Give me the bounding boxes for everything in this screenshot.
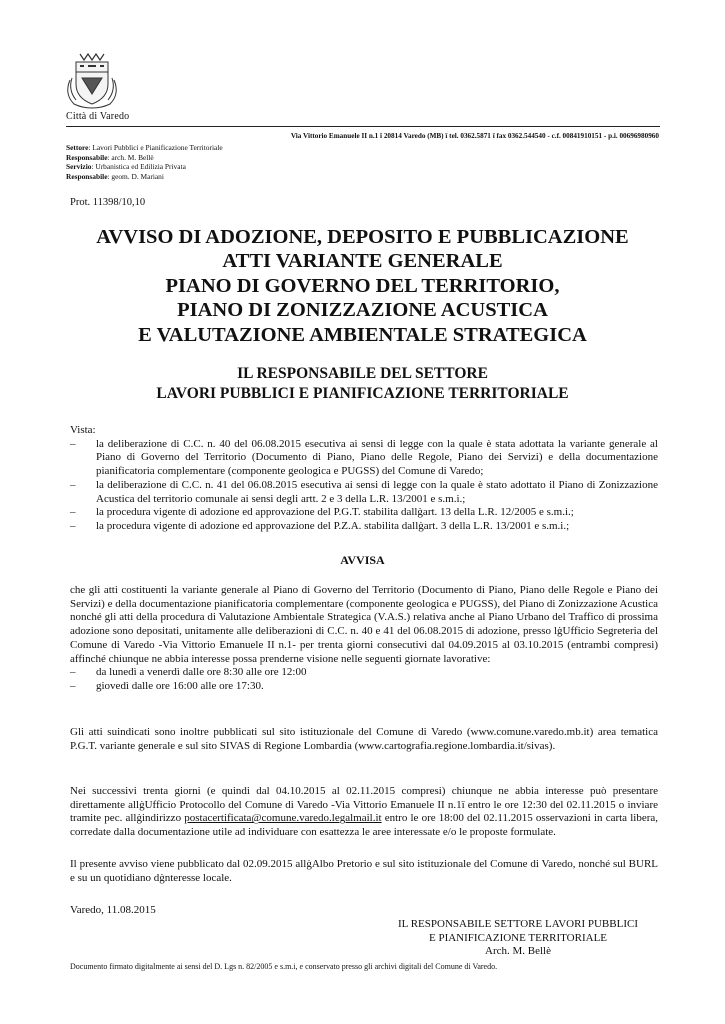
pec-email-link[interactable]: postacertificata@comune.varedo.legalmail.it <box>184 812 382 825</box>
vista-label: Vista: <box>70 424 96 436</box>
notice-paragraph: Il presente avviso viene pubblicato dal 02.09.2015 allġAlbo Pretorio e sul sito istituzionale del Comune di Varedo, nonché sul BURL e su un quotidiano dġnteresse locale. <box>70 858 658 884</box>
list-item: – da lunedì a venerdì dalle ore 8:30 alle ore 12:00 <box>70 666 658 680</box>
list-item: – la procedura vigente di adozione ed approvazione del P.G.T. stabilita dallġart. 13 della L.R. 12/2005 e s.m.i.; <box>70 506 658 520</box>
vista-section <box>70 424 658 534</box>
observations-paragraph: Nei successivi trenta giorni (e quindi dal 04.10.2015 al 02.11.2015 compresi) chiunque ne abbia interesse può presentare direttamente allġUfficio Protocollo del Comune di Varedo -Via Vittorio Emanuele II n.1ï entro le ore 12:30 del 02.11.2015 o inviare tramite pec. allġindirizzo postacertificata@comune.varedo.legalmail.it entro le ore 18:00 del 02.11.2015 osservazioni in carta libera, corredate dalla documentazione utile ad individuare con esattezza le aree interessate e/o le proposte formulate. <box>70 785 659 839</box>
list-item: – la deliberazione di C.C. n. 40 del 06.08.2015 esecutiva ai sensi di legge con la quale è stata adottata la variante generale al Piano di Governo del Territorio (Documento di Piano, Piano delle Regole, Piano dei Servizi) e della documentazione pianificatoria complementare (componente geologica e PUGSS) del Comune di Varedo; <box>70 438 658 479</box>
office-details <box>66 143 223 182</box>
place-date: Varedo, 11.08.2015 <box>70 904 156 916</box>
list-item: – la deliberazione di C.C. n. 41 del 06.08.2015 esecutiva ai sensi di legge con la quale è stato adottato il Piano di Zonizzazione Acustica del territorio comunale ai sensi degli artt. 2 e 3 della L.R. 13/2001 e s.m.i.; <box>70 479 658 506</box>
meta-row: Settore: Lavori Pubblici e Pianificazione Territoriale <box>66 143 223 152</box>
list-item: – giovedì dalle ore 16:00 alle ore 17:30. <box>70 680 658 694</box>
signature-block: IL RESPONSABILE SETTORE LAVORI PUBBLICI E PIANIFICAZIONE TERRITORIALE Arch. M. Bellè <box>398 918 638 957</box>
avvisa-heading: AVVISA <box>340 553 385 567</box>
deposit-paragraph: che gli atti costituenti la variante generale al Piano di Governo del Territorio (Documento di Piano, Piano delle Regole e Piano dei Servizi) e della documentazione pianificatoria complementare (componente geologica e PUGSS), del Piano di Zonizzazione Acustica nonché gli atti della procedura di Valutazione Ambientale Strategica (V.A.S.) relativa anche al Piano Urbano del Traffico di prossima adozione sono depositati, unitamente alle deliberazioni di C.C. n. 40 e 41 del 06.08.2015 di adozione, presso lġUfficio Segreteria del Comune di Varedo -Via Vittorio Emanuele II n.1- per trenta giorni consecutivi dal 04.09.2015 al 03.10.2015 (entrambi compresi) affinché chiunque ne abbia interesse possa prenderne visione nelle seguenti giornate lavorative: – da lunedì a venerdì dalle ore 8:30 alle ore 12:00 – giovedì dalle ore 16:00 alle ore 17:30. <box>70 584 658 694</box>
meta-row: Responsabile: arch. M. Bellè <box>66 152 154 162</box>
contact-line: Via Vittorio Emanuele II n.1 ï 20814 Varedo (MB) ï tel. 0362.5871 ï fax 0362.544540 - c.f. 00841910151 - p.i. 00696980960 <box>290 132 659 140</box>
protocol-number: Prot. 11398/10,10 <box>70 197 146 208</box>
header-rule <box>66 126 660 127</box>
document-title: AVVISO DI ADOZIONE, DEPOSITO E PUBBLICAZIONE ATTI VARIANTE GENERALE PIANO DI GOVERNO DEL TERRITORIO, PIANO DI ZONIZZAZIONE ACUSTICA E VALUTAZIONE AMBIENTALE STRATEGICA <box>96 226 629 346</box>
footer-note: Documento firmato digitalmente ai sensi del D. Lgs n. 82/2005 e s.m.i, e conservato presso gli archivi digitali del Comune di Varedo. <box>70 962 498 971</box>
city-name: Città di Varedo <box>66 111 130 122</box>
list-item: – la procedura vigente di adozione ed approvazione del P.Z.A. stabilita dallġart. 3 della L.R. 13/2001 e s.m.i.; <box>70 520 658 534</box>
coat-of-arms-icon <box>62 50 122 110</box>
document-subtitle: IL RESPONSABILE DEL SETTORE LAVORI PUBBLICI E PIANIFICAZIONE TERRITORIALE <box>156 365 569 402</box>
publication-paragraph: Gli atti suindicati sono inoltre pubblicati sul sito istituzionale del Comune di Varedo (www.comune.varedo.mb.it) area tematica P.G.T. variante generale e sul sito SIVAS di Regione Lombardia (www.cartografia.regione.lombardia.it/sivas). <box>70 726 658 752</box>
meta-row: Responsabile: geom. D. Mariani <box>66 172 164 182</box>
meta-row: Servizio: Urbanistica ed Edilizia Privata <box>66 162 186 172</box>
